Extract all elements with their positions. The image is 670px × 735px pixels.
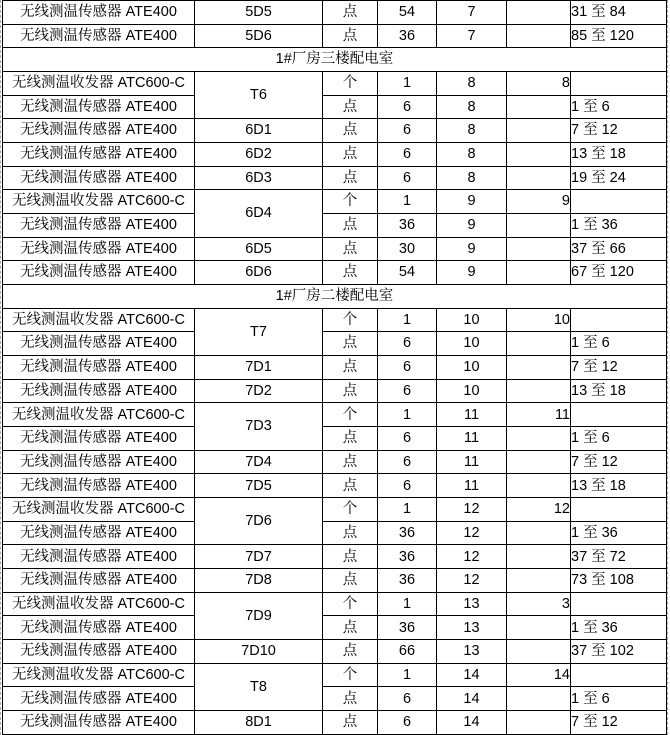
device-name-cell[interactable]: 无线测温传感器 ATE400 <box>3 711 195 735</box>
unit-cell[interactable]: 个 <box>323 308 378 332</box>
device-code-cell[interactable]: 7D10 <box>195 640 323 664</box>
unit-cell[interactable]: 点 <box>323 687 378 711</box>
device-name-cell[interactable]: 无线测温传感器 ATE400 <box>3 521 195 545</box>
quantity-cell[interactable]: 6 <box>378 332 437 356</box>
point-range-cell[interactable]: 13 至 18 <box>571 379 667 403</box>
point-range-cell[interactable]: 7 至 12 <box>571 356 667 380</box>
device-code-cell[interactable]: 7D7 <box>195 545 323 569</box>
point-range-cell[interactable]: 13 至 18 <box>571 474 667 498</box>
address-cell[interactable]: 12 <box>437 545 507 569</box>
section-header-row <box>3 285 667 309</box>
quantity-cell[interactable]: 1 <box>378 308 437 332</box>
host-address-cell[interactable] <box>507 379 571 403</box>
quantity-cell[interactable]: 6 <box>378 143 437 167</box>
point-range-cell[interactable]: 37 至 66 <box>571 237 667 261</box>
device-code-cell[interactable]: 8D1 <box>195 711 323 735</box>
device-code-cell[interactable]: 6D4 <box>195 190 323 237</box>
point-range-cell[interactable]: 31 至 84 <box>571 1 667 25</box>
temperature-device-table <box>2 0 667 735</box>
point-range-cell[interactable]: 1 至 6 <box>571 687 667 711</box>
address-cell[interactable]: 10 <box>437 356 507 380</box>
quantity-cell[interactable]: 6 <box>378 356 437 380</box>
quantity-cell[interactable]: 6 <box>378 95 437 119</box>
address-cell[interactable]: 13 <box>437 616 507 640</box>
device-name-cell[interactable]: 无线测温传感器 ATE400 <box>3 569 195 593</box>
point-range-cell[interactable] <box>571 592 667 616</box>
point-range-cell[interactable] <box>571 498 667 522</box>
host-address-cell[interactable] <box>507 545 571 569</box>
device-code-cell[interactable]: 6D6 <box>195 261 323 285</box>
point-range-cell[interactable] <box>571 72 667 96</box>
table-row <box>3 569 667 593</box>
point-range-cell[interactable]: 1 至 6 <box>571 427 667 451</box>
table-body <box>3 1 667 735</box>
table-row <box>3 95 667 119</box>
quantity-cell[interactable]: 1 <box>378 190 437 214</box>
quantity-cell[interactable]: 1 <box>378 663 437 687</box>
unit-cell[interactable]: 点 <box>323 214 378 238</box>
unit-cell[interactable]: 点 <box>323 1 378 25</box>
point-range-cell[interactable]: 37 至 72 <box>571 545 667 569</box>
host-address-cell[interactable] <box>507 450 571 474</box>
device-name-cell[interactable]: 无线测温传感器 ATE400 <box>3 237 195 261</box>
host-address-cell[interactable] <box>507 143 571 167</box>
quantity-cell[interactable]: 36 <box>378 616 437 640</box>
device-name-cell[interactable]: 无线测温传感器 ATE400 <box>3 1 195 25</box>
device-name-cell[interactable]: 无线测温收发器 ATC600-C <box>3 592 195 616</box>
table-row <box>3 616 667 640</box>
host-address-cell[interactable] <box>507 640 571 664</box>
unit-cell[interactable]: 点 <box>323 119 378 143</box>
host-address-cell[interactable] <box>507 95 571 119</box>
address-cell[interactable]: 8 <box>437 143 507 167</box>
device-name-cell[interactable]: 无线测温收发器 ATC600-C <box>3 498 195 522</box>
table-row <box>3 308 667 332</box>
host-address-cell[interactable] <box>507 711 571 735</box>
device-code-cell[interactable]: T7 <box>195 308 323 355</box>
unit-cell[interactable]: 点 <box>323 569 378 593</box>
table-row <box>3 474 667 498</box>
table-row <box>3 190 667 214</box>
device-code-cell[interactable]: 6D3 <box>195 166 323 190</box>
unit-cell[interactable]: 点 <box>323 474 378 498</box>
table-row <box>3 711 667 735</box>
device-code-cell[interactable]: 6D2 <box>195 143 323 167</box>
host-address-cell[interactable] <box>507 687 571 711</box>
address-cell[interactable]: 10 <box>437 308 507 332</box>
address-cell[interactable]: 7 <box>437 24 507 48</box>
device-code-cell[interactable]: T8 <box>195 663 323 710</box>
address-cell[interactable]: 8 <box>437 95 507 119</box>
device-name-cell[interactable]: 无线测温传感器 ATE400 <box>3 379 195 403</box>
device-code-cell[interactable]: 7D2 <box>195 379 323 403</box>
table-row <box>3 545 667 569</box>
point-range-cell[interactable]: 7 至 12 <box>571 711 667 735</box>
quantity-cell[interactable]: 6 <box>378 450 437 474</box>
address-cell[interactable]: 11 <box>437 403 507 427</box>
quantity-cell[interactable]: 6 <box>378 711 437 735</box>
section-header-cell[interactable]: 1#厂房二楼配电室 <box>3 285 667 309</box>
device-name-cell[interactable]: 无线测温传感器 ATE400 <box>3 427 195 451</box>
host-address-cell[interactable] <box>507 119 571 143</box>
table-row <box>3 24 667 48</box>
point-range-cell[interactable]: 19 至 24 <box>571 166 667 190</box>
host-address-cell[interactable]: 9 <box>507 190 571 214</box>
host-address-cell[interactable] <box>507 616 571 640</box>
table-row <box>3 379 667 403</box>
table-row <box>3 663 667 687</box>
address-cell[interactable]: 14 <box>437 687 507 711</box>
table-row <box>3 427 667 451</box>
table-row <box>3 72 667 96</box>
address-cell[interactable]: 7 <box>437 1 507 25</box>
point-range-cell[interactable] <box>571 308 667 332</box>
quantity-cell[interactable]: 1 <box>378 403 437 427</box>
host-address-cell[interactable] <box>507 569 571 593</box>
device-name-cell[interactable]: 无线测温传感器 ATE400 <box>3 24 195 48</box>
device-code-cell[interactable]: 7D6 <box>195 498 323 545</box>
point-range-cell[interactable]: 1 至 36 <box>571 616 667 640</box>
device-code-cell[interactable]: 7D4 <box>195 450 323 474</box>
device-name-cell[interactable]: 无线测温传感器 ATE400 <box>3 166 195 190</box>
address-cell[interactable]: 8 <box>437 166 507 190</box>
device-code-cell[interactable]: 6D5 <box>195 237 323 261</box>
device-name-cell[interactable]: 无线测温收发器 ATC600-C <box>3 663 195 687</box>
device-name-cell[interactable]: 无线测温传感器 ATE400 <box>3 450 195 474</box>
quantity-cell[interactable]: 36 <box>378 24 437 48</box>
device-name-cell[interactable]: 无线测温传感器 ATE400 <box>3 474 195 498</box>
address-cell[interactable]: 10 <box>437 332 507 356</box>
point-range-cell[interactable] <box>571 663 667 687</box>
host-address-cell[interactable]: 10 <box>507 308 571 332</box>
address-cell[interactable]: 8 <box>437 72 507 96</box>
address-cell[interactable]: 13 <box>437 640 507 664</box>
point-range-cell[interactable]: 1 至 36 <box>571 214 667 238</box>
host-address-cell[interactable] <box>507 474 571 498</box>
quantity-cell[interactable]: 54 <box>378 1 437 25</box>
quantity-cell[interactable]: 6 <box>378 119 437 143</box>
unit-cell[interactable]: 点 <box>323 166 378 190</box>
address-cell[interactable]: 13 <box>437 592 507 616</box>
address-cell[interactable]: 10 <box>437 379 507 403</box>
host-address-cell[interactable]: 11 <box>507 403 571 427</box>
table-row <box>3 521 667 545</box>
table-row <box>3 214 667 238</box>
unit-cell[interactable]: 点 <box>323 24 378 48</box>
address-cell[interactable]: 14 <box>437 663 507 687</box>
device-name-cell[interactable]: 无线测温收发器 ATC600-C <box>3 72 195 96</box>
device-name-cell[interactable]: 无线测温传感器 ATE400 <box>3 356 195 380</box>
unit-cell[interactable]: 点 <box>323 616 378 640</box>
device-code-cell[interactable]: 7D8 <box>195 569 323 593</box>
unit-cell[interactable]: 点 <box>323 711 378 735</box>
device-name-cell[interactable]: 无线测温收发器 ATC600-C <box>3 403 195 427</box>
device-name-cell[interactable]: 无线测温传感器 ATE400 <box>3 687 195 711</box>
unit-cell[interactable]: 点 <box>323 332 378 356</box>
table-row <box>3 640 667 664</box>
unit-cell[interactable]: 点 <box>323 379 378 403</box>
table-row <box>3 403 667 427</box>
unit-cell[interactable]: 点 <box>323 640 378 664</box>
point-range-cell[interactable]: 85 至 120 <box>571 24 667 48</box>
host-address-cell[interactable] <box>507 261 571 285</box>
address-cell[interactable]: 9 <box>437 261 507 285</box>
host-address-cell[interactable]: 3 <box>507 592 571 616</box>
point-range-cell[interactable]: 13 至 18 <box>571 143 667 167</box>
unit-cell[interactable]: 个 <box>323 498 378 522</box>
unit-cell[interactable]: 点 <box>323 261 378 285</box>
unit-cell[interactable]: 点 <box>323 521 378 545</box>
point-range-cell[interactable]: 37 至 102 <box>571 640 667 664</box>
quantity-cell[interactable]: 1 <box>378 72 437 96</box>
table-row <box>3 237 667 261</box>
table-row <box>3 687 667 711</box>
table-row <box>3 592 667 616</box>
table-row <box>3 332 667 356</box>
unit-cell[interactable]: 点 <box>323 427 378 451</box>
device-name-cell[interactable]: 无线测温收发器 ATC600-C <box>3 190 195 214</box>
point-range-cell[interactable]: 7 至 12 <box>571 450 667 474</box>
host-address-cell[interactable] <box>507 237 571 261</box>
unit-cell[interactable]: 个 <box>323 592 378 616</box>
device-name-cell[interactable]: 无线测温传感器 ATE400 <box>3 545 195 569</box>
device-name-cell[interactable]: 无线测温传感器 ATE400 <box>3 261 195 285</box>
quantity-cell[interactable]: 54 <box>378 261 437 285</box>
quantity-cell[interactable]: 36 <box>378 214 437 238</box>
address-cell[interactable]: 8 <box>437 119 507 143</box>
host-address-cell[interactable]: 8 <box>507 72 571 96</box>
point-range-cell[interactable] <box>571 403 667 427</box>
quantity-cell[interactable]: 1 <box>378 592 437 616</box>
section-header-cell[interactable]: 1#厂房三楼配电室 <box>3 48 667 72</box>
device-name-cell[interactable]: 无线测温传感器 ATE400 <box>3 214 195 238</box>
host-address-cell[interactable] <box>507 521 571 545</box>
quantity-cell[interactable]: 6 <box>378 474 437 498</box>
point-range-cell[interactable]: 7 至 12 <box>571 119 667 143</box>
unit-cell[interactable]: 点 <box>323 143 378 167</box>
host-address-cell[interactable] <box>507 332 571 356</box>
device-name-cell[interactable]: 无线测温传感器 ATE400 <box>3 95 195 119</box>
quantity-cell[interactable]: 36 <box>378 569 437 593</box>
device-name-cell[interactable]: 无线测温传感器 ATE400 <box>3 640 195 664</box>
host-address-cell[interactable] <box>507 356 571 380</box>
unit-cell[interactable]: 点 <box>323 450 378 474</box>
unit-cell[interactable]: 个 <box>323 663 378 687</box>
device-name-cell[interactable]: 无线测温传感器 ATE400 <box>3 332 195 356</box>
point-range-cell[interactable]: 1 至 6 <box>571 332 667 356</box>
table-row <box>3 498 667 522</box>
device-code-cell[interactable]: T6 <box>195 72 323 119</box>
address-cell[interactable]: 12 <box>437 521 507 545</box>
host-address-cell[interactable]: 14 <box>507 663 571 687</box>
device-name-cell[interactable]: 无线测温收发器 ATC600-C <box>3 308 195 332</box>
host-address-cell[interactable] <box>507 166 571 190</box>
device-code-cell[interactable]: 7D3 <box>195 403 323 450</box>
address-cell[interactable]: 11 <box>437 450 507 474</box>
address-cell[interactable]: 12 <box>437 569 507 593</box>
unit-cell[interactable]: 点 <box>323 95 378 119</box>
host-address-cell[interactable] <box>507 214 571 238</box>
table-row <box>3 1 667 25</box>
address-cell[interactable]: 12 <box>437 498 507 522</box>
table-row <box>3 166 667 190</box>
unit-cell[interactable]: 点 <box>323 545 378 569</box>
address-cell[interactable]: 14 <box>437 711 507 735</box>
quantity-cell[interactable]: 6 <box>378 379 437 403</box>
address-cell[interactable]: 9 <box>437 237 507 261</box>
table-row <box>3 356 667 380</box>
device-name-cell[interactable]: 无线测温传感器 ATE400 <box>3 616 195 640</box>
quantity-cell[interactable]: 36 <box>378 521 437 545</box>
quantity-cell[interactable]: 6 <box>378 427 437 451</box>
unit-cell[interactable]: 个 <box>323 403 378 427</box>
point-range-cell[interactable] <box>571 190 667 214</box>
point-range-cell[interactable]: 1 至 6 <box>571 95 667 119</box>
quantity-cell[interactable]: 36 <box>378 545 437 569</box>
quantity-cell[interactable]: 1 <box>378 498 437 522</box>
host-address-cell[interactable]: 12 <box>507 498 571 522</box>
device-name-cell[interactable]: 无线测温传感器 ATE400 <box>3 143 195 167</box>
host-address-cell[interactable] <box>507 1 571 25</box>
unit-cell[interactable]: 个 <box>323 72 378 96</box>
unit-cell[interactable]: 个 <box>323 190 378 214</box>
address-cell[interactable]: 9 <box>437 214 507 238</box>
host-address-cell[interactable] <box>507 24 571 48</box>
page-boundary-right <box>667 0 668 735</box>
device-code-cell[interactable]: 7D1 <box>195 356 323 380</box>
quantity-cell[interactable]: 6 <box>378 166 437 190</box>
quantity-cell[interactable]: 6 <box>378 687 437 711</box>
point-range-cell[interactable]: 73 至 108 <box>571 569 667 593</box>
address-cell[interactable]: 11 <box>437 474 507 498</box>
point-range-cell[interactable]: 1 至 36 <box>571 521 667 545</box>
quantity-cell[interactable]: 66 <box>378 640 437 664</box>
unit-cell[interactable]: 点 <box>323 237 378 261</box>
section-header-row <box>3 48 667 72</box>
point-range-cell[interactable]: 67 至 120 <box>571 261 667 285</box>
table-row <box>3 119 667 143</box>
table-row <box>3 143 667 167</box>
table-row <box>3 261 667 285</box>
device-code-cell[interactable]: 7D5 <box>195 474 323 498</box>
device-name-cell[interactable]: 无线测温传感器 ATE400 <box>3 119 195 143</box>
unit-cell[interactable]: 点 <box>323 356 378 380</box>
device-code-cell[interactable]: 6D1 <box>195 119 323 143</box>
page-boundary-left <box>0 0 1 735</box>
address-cell[interactable]: 11 <box>437 427 507 451</box>
device-code-cell[interactable]: 5D6 <box>195 24 323 48</box>
device-code-cell[interactable]: 5D5 <box>195 1 323 25</box>
device-code-cell[interactable]: 7D9 <box>195 592 323 639</box>
quantity-cell[interactable]: 30 <box>378 237 437 261</box>
table-row <box>3 450 667 474</box>
address-cell[interactable]: 9 <box>437 190 507 214</box>
host-address-cell[interactable] <box>507 427 571 451</box>
